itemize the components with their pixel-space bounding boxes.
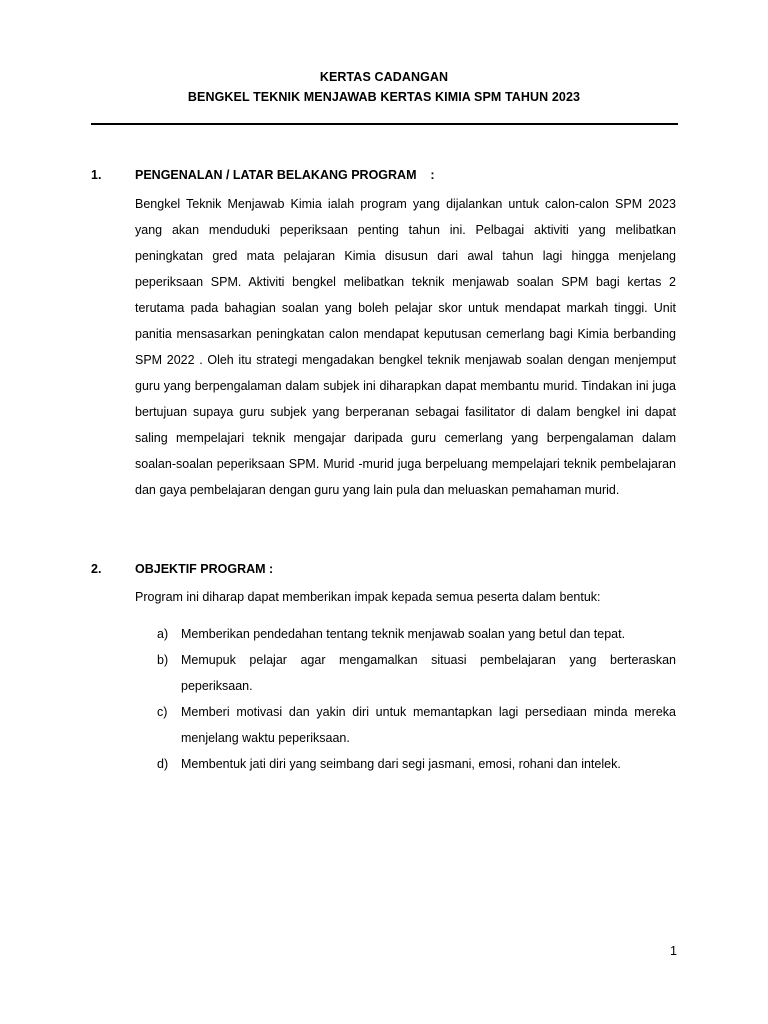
list-item-text: Memberi motivasi dan yakin diri untuk memantapkan lagi persediaan minda mereka menjelang waktu peperiksaan. (181, 705, 676, 745)
objective-item-a (157, 621, 676, 647)
section-1-paragraph: Bengkel Teknik Menjawab Kimia ialah program yang dijalankan untuk calon-calon SPM 2023 yang akan menduduki peperiksaan penting tahun ini. Pelbagai aktiviti yang melibatkan peningkatan gred mata pelajaran Kimia disusun dari awal tahun lagi hingga menjelang peperiksaan SPM. Aktiviti bengkel melibatkan teknik menjawab soalan SPM bagi kertas 2 terutama pada bahagian soalan yang boleh pelajar skor untuk mendapat markah tinggi. Unit panitia mensasarkan peningkatan calon mendapat keputusan cemerlang bagi Kimia berbanding SPM 2022 . Oleh itu strategi mengadakan bengkel teknik menjawab soalan dengan menjemput guru yang berpengalaman dalam subjek ini diharapkan dapat membantu murid. Tindakan ini juga bertujuan supaya guru subjek yang berperanan sebagai fasilitator di dalam bengkel ini dapat saling mempelajari teknik mengajar daripada guru cemerlang yang berpengalaman dalam soalan-soalan peperiksaan SPM. Murid -murid juga berpeluang mempelajari teknik pembelajaran dan gaya pembelajaran dengan guru yang lain pula dan meluaskan pemahaman murid. (135, 197, 676, 497)
list-marker: b) (157, 653, 169, 667)
list-marker: c) (157, 705, 168, 719)
objective-item-c (157, 699, 676, 751)
document-subtitle: BENGKEL TEKNIK MENJAWAB KERTAS KIMIA SPM TAHUN 2023 (187, 90, 581, 104)
list-item-text: Membentuk jati diri yang seimbang dari segi jasmani, emosi, rohani dan intelek. (181, 757, 621, 771)
list-marker: d) (157, 757, 169, 771)
section-2-heading: OBJEKTIF PROGRAM : (135, 562, 274, 576)
section-1-heading: PENGENALAN / LATAR BELAKANG PROGRAM : (135, 168, 435, 182)
list-item-text: Memberikan pendedahan tentang teknik menjawab soalan yang betul dan tepat. (181, 627, 626, 641)
objective-item-d (157, 751, 676, 777)
page-number: 1 (670, 944, 677, 958)
list-marker: a) (157, 627, 169, 641)
section-2-number: 2. (91, 562, 102, 576)
objective-item-b (157, 647, 676, 699)
document-title: KERTAS CADANGAN (319, 70, 449, 84)
list-item-text: Memupuk pelajar agar mengamalkan situasi pembelajaran yang berteraskan peperiksaan. (181, 653, 676, 693)
section-2-intro: Program ini diharap dapat memberikan impak kepada semua peserta dalam bentuk: (135, 590, 601, 604)
section-1-number: 1. (91, 168, 102, 182)
title-divider (91, 123, 678, 125)
